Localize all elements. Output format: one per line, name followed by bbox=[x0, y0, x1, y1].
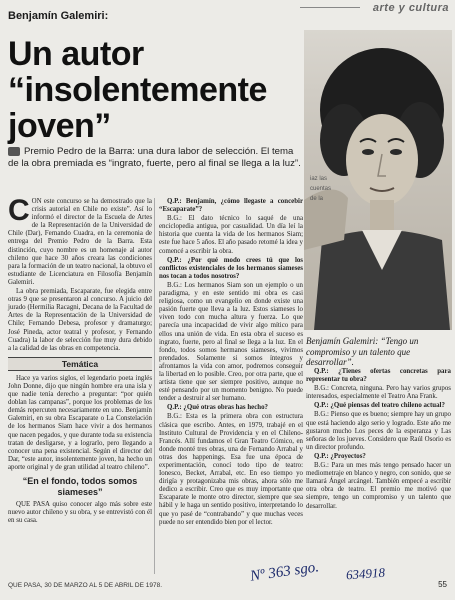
section-heading: Temática bbox=[8, 357, 152, 371]
question: Q.P.: ¿Proyectos? bbox=[314, 452, 366, 460]
question: Q.P.: ¿Por qué modo crees tú que los conflictos existenciales de los hermanos siameses nos tocan a todos nosotros? bbox=[159, 256, 303, 280]
answer: B.G.: Los hermanos Siam son un ejemplo o un paradigma, y en este sentido mi obra es casi religiosa, como un evangelio en donde existe una pasión fuerte que lleva a la luz. Estos siameses lo viven todo con mucha altura y fuerza. Lo que parecía una incapacidad de vivir algo mítico para ellos una unión de vida. En esta obra el suceso es ingrato, fuerte, pero al final se llega a la luz. En el fondo, todos somos hermanos siameses, vivimos prendados. Solamente si somos íntegros y afrontamos la vida con amor, podremos conseguir la libertad en lo posible. Creo, por otra parte, que el artista tiene que ser siempre positivo, aunque no esté pensando por un momento benigno. No puede tender a destruir al ser humano. bbox=[159, 281, 303, 403]
paragraph: QUE PASA quiso conocer algo más sobre este nuevo autor chileno y su obra, y se entrevistó con él en su casa. bbox=[8, 501, 152, 525]
question: Q.P.: ¿Tienes ofertas concretas para representar tu obra? bbox=[306, 368, 451, 384]
portrait-illustration bbox=[304, 30, 452, 330]
pull-quote: “En el fondo, todos somos siameses” bbox=[22, 476, 138, 497]
question: Q.P.: Benjamín, ¿cómo llegaste a concebir “Escaparate”? bbox=[159, 198, 303, 214]
question: Q.P.: ¿Qué otras obras has hecho? bbox=[167, 404, 269, 412]
article-column-3 bbox=[306, 368, 451, 512]
handwritten-note: Nº 363 sgo. bbox=[249, 559, 320, 585]
bullet-icon bbox=[8, 147, 20, 156]
paragraph: La obra premiada, Escaparate, fue elegida entre otras 9 que se presentaron al concurso. A juicio del jurado (Hermilia Racagni, Decana de la Facultad de Artes de la Representación de la Universidad de Chile; Fernando Debesa, profesor y dramaturgo; José Pineda, actor teatral y profesor, y Fernando Cuadra) la labor de selección fue muy dura debido a la calidad de las obras en competencia. bbox=[8, 288, 152, 352]
paragraph: ON este concurso se ha demostrado que la crisis autorial en Chile no existe”. Así lo informó el director de la Escuela de Artes de la Representación de la Universidad de Chile (Dar), Fernando Cuadra, en la ceremonia de entrega del Premio Pedro de la Barra. Esta distinción, cuyo nombre es un homenaje al autor chileno que hace 30 años creara las condiciones para la formación de un teatro nacional, la obtuvo el estudiante de Licenciatura en Filosofía Benjamín Galemiri. bbox=[8, 198, 152, 286]
page-number: 55 bbox=[438, 580, 447, 589]
subhead-text: Premio Pedro de la Barra: una dura labor de selección. El tema de la obra premiada es “ingrato, fuerte, pero al final se llega a la luz”. bbox=[8, 146, 301, 169]
svg-text:de la: de la bbox=[310, 196, 324, 202]
article-column-2 bbox=[159, 198, 303, 528]
subhead bbox=[8, 146, 303, 169]
section-tag: arte y cultura bbox=[372, 2, 449, 14]
handwritten-number: 634918 bbox=[345, 564, 386, 583]
paragraph: Hace ya varios siglos, el legendario poeta inglés John Donne, dijo que ningún hombre era una isla y que nadie tenía derecho a preguntar: “por quién doblan las campanas”, porque los problemas de los demás repercuten necesariamente en uno. Benjamín Galemiri, en su obra Escaparate o La Constelación de los hermanos Siam hace vivir a dos hermanos que nacen pegados, y que durante toda su existencia tratan de desligarse, y a lograrlo, pero llegando a conocer una pena existencial. Según el director del Dar, “este autor, insolentemente joven, ha hecho un aporte original y de gran utilidad al teatro chileno”. bbox=[8, 374, 152, 471]
author-photo bbox=[304, 30, 452, 330]
drop-cap: C bbox=[8, 194, 30, 227]
svg-text:iaz las: iaz las bbox=[310, 176, 328, 182]
column-divider bbox=[154, 198, 155, 574]
answer: B.G.: Concreta, ninguna. Pero hay varios grupos interesados, especialmente el Teatro Ana Frank. bbox=[306, 385, 451, 401]
question: Q.P.: ¿Qué piensas del teatro chileno actual? bbox=[314, 402, 445, 410]
answer: B.G.: Esta es la primera obra con estructura clásica que escribo. Antes, en 1979, trabajé en el Instituto Cultural de Providencia y en el Chileno-Francés. Allí fundamos el Gran Teatro Cómico, en donde monté tres obras, una de Fernando Arrabal y otras dos happenings. Esa fue una época de experimentación, conocí todo tipo de teatro: Ionesco, Becket, Arrabal, etc. En eso tiempo yo dirigía y protagonizaba mis obras, ahora sólo me dedico a escribir. Creo que es muy importante que Escaparate le monte otro director, siempre que sea hábil y le haga un sentido positivo, interpretando lo que yo pasé de “contrabando” y que muchas veces puede no ser entendido bien por el lector. bbox=[159, 413, 303, 526]
headline: Un autor “insolentemente joven” bbox=[8, 35, 267, 145]
answer: B.G.: Pienso que es bueno; siempre hay un grupo que está haciendo algo serio y logrado. Este año me gustaron mucho Los peces de la esperanza y Las señoras de los jueves. Considero que Raúl Osorio es un director profundo. bbox=[306, 411, 451, 451]
article-column-1 bbox=[8, 194, 152, 526]
photo-caption: Benjamín Galemiri: “Tengo un compromiso y un talento que desarrollar”. bbox=[306, 336, 419, 367]
section-divider bbox=[300, 7, 360, 8]
svg-text:cuentas: cuentas bbox=[310, 186, 332, 192]
answer: B.G.: El dato técnico lo saqué de una enciclopedia antigua, por casualidad. Un día leí la historia que cuenta la vida de los hermanos Siam; este fue hace 5 años. El año pasado retomé la idea y comencé a escribir la obra. bbox=[159, 215, 303, 255]
answer: B.G.: Para un mes más tengo pensado hacer un mediometraje en blanco y negro, con sonido, que se llamará Ángel arcángel. También empecé a escribir otra obra de teatro. El premio me motivó que siempre, tengo un compromiso y un talento que desarrollar. bbox=[306, 462, 451, 510]
author-name: Benjamín Galemiri: bbox=[8, 10, 109, 22]
footer-issue: QUE PASA, 30 DE MARZO AL 5 DE ABRIL DE 1978. bbox=[8, 582, 163, 589]
